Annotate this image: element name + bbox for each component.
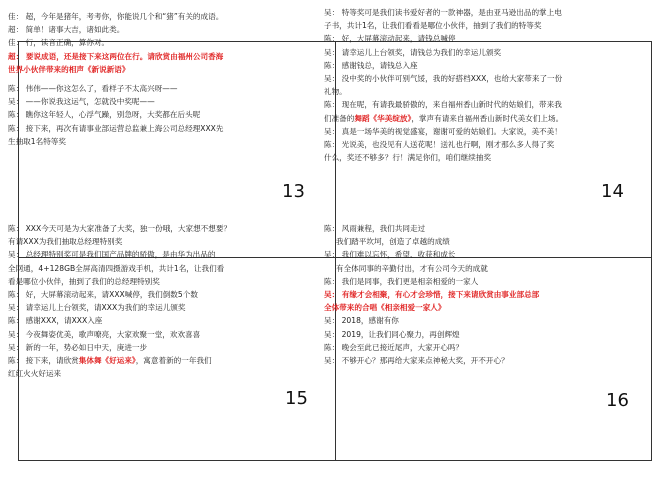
script-line: 什么，奖还不够多？行！满足你们，咱们继续抽奖 — [324, 153, 492, 163]
script-line: 吴： 我们难以忘怀，希望、收获和成长 — [324, 250, 456, 260]
line-text: ，寓意着新的一年我们 — [135, 356, 212, 366]
script-line: 吴： ——你说我这运气，怎就没中奖呢—— — [8, 97, 155, 107]
script-line: 吴： 总经理特别奖可是我们国产品牌的骄傲，是由华为出品的 — [8, 250, 216, 260]
line-text: ，掌声有请来自福州香山新时代美女们上场。 — [411, 113, 564, 123]
script-line: 吴： 请幸运儿上台领奖，请钱总为我们的幸运儿颁奖 — [324, 47, 502, 57]
script-line: 陈： 伟伟——你这怎么了，看样子不太高兴呀—— — [8, 84, 178, 94]
script-card-13 — [2, 10, 314, 213]
page-number-13: 13 — [282, 181, 305, 202]
script-line: 陈： 好，大屏幕滚动起来，请XXX喊停，我们倒数5个数 — [8, 290, 198, 300]
script-line: 吴： 新的一年，势必如日中天，庚进一步 — [8, 342, 148, 352]
script-line: 陈： 晚会至此已接近尾声，大家开心吗？ — [324, 342, 464, 352]
script-line: 我们踏平坎坷，创造了卓越的成绩 — [336, 237, 450, 247]
page-number-14: 14 — [601, 181, 624, 202]
script-line: 礼物。 — [324, 87, 347, 97]
script-line: 有全体同事的辛勤付出，才有公司今天的成就 — [336, 263, 488, 273]
script-line: 陈： 光说美，也没见有人送花呢！送礼也行啊，刚才那么多人得了奖 — [324, 140, 555, 150]
script-line: 陈： 风雨兼程，我们共同走过 — [324, 224, 426, 233]
script-line: 全体带来的合唱《相亲相爱一家人》 — [324, 303, 446, 313]
page-number-16: 16 — [606, 390, 629, 411]
script-line: 超： 简单！诸事大吉，诸如此类。 — [8, 25, 125, 35]
script-line: 吴： 真是一场华美的视觉盛宴，谢谢可爱的姑娘们。大家说，美不美！ — [324, 126, 562, 136]
script-line: 看是哪位小伙伴，抽到了我们的总经理特别奖 — [8, 276, 160, 286]
script-line: 佳： 行，读音正确，算你对。 — [8, 38, 110, 48]
script-line: 陈： 感谢钱总，请钱总入座 — [324, 60, 418, 70]
script-line: 吴： 2018，感谢有你 — [324, 316, 399, 326]
highlight-text: 舞蹈《华美绽放》 — [354, 113, 412, 123]
script-line: 陈： 我们是同事，我们更是相亲相爱的一家人 — [324, 276, 479, 286]
script-line: 吴： 请幸运儿上台领奖，请XXX为我们的幸运儿颁奖 — [8, 303, 186, 313]
script-line — [324, 112, 626, 125]
script-line: 有请XXX为我们抽取总经理特别奖 — [8, 237, 123, 247]
script-line: 陈： 好，大屏幕滚动起来，请钱总喊停 — [324, 34, 456, 44]
script-card-14 — [318, 6, 632, 213]
page-number-15: 15 — [285, 388, 308, 409]
line-text: 们准备的 — [324, 113, 355, 123]
script-line — [8, 354, 308, 367]
script-line: 吴： 不够开心？那再给大家来点神秘大奖，开不开心？ — [324, 356, 509, 366]
script-line: 生抽取1名特等奖 — [8, 136, 66, 146]
script-line: 吴： 特等奖可是我们读书爱好者的一款神器，是由亚马逊出品的掌上电 — [324, 8, 562, 17]
script-line: 陈： 感谢XXX，请XXX入座 — [8, 316, 103, 326]
script-line: 陈： 瞧你这年轻人，心浮气躁，别急呀，大奖都在后头呢 — [8, 110, 201, 120]
script-line: 佳： 超，今年是猪年，考考你，你能说几个和“猪”有关的成语。 — [8, 12, 224, 21]
script-line: 世界小伙伴带来的相声《新说新语》 — [8, 64, 130, 74]
script-line: 陈： 现在呢，有请我最骄傲的，来自福州香山新时代的姑娘们，带来我 — [324, 100, 562, 110]
script-line: 吴： 2019，让我们同心聚力，再创辉煌 — [324, 329, 460, 339]
script-card-15 — [2, 222, 314, 418]
script-line: 陈： XXX今天可是为大家准备了大奖，独一份哦，大家想不想要？ — [8, 224, 232, 233]
script-line: 吴： 今夜舞姿优美，歌声嘹亮，大家欢聚一堂，欢欢喜喜 — [8, 329, 201, 339]
script-line: 吴： 有缘才会相聚，有心才会珍惜，接下来请欣赏由事业部总部 — [324, 290, 540, 300]
script-line: 子书，共计1名，让我们看看是哪位小伙伴，抽到了我们的特等奖 — [324, 21, 542, 31]
line-text: 陈： 接下来，请欣赏 — [8, 356, 79, 366]
highlight-text: 集体舞《好运来》 — [78, 356, 136, 366]
script-line: 红红火火好运来 — [8, 369, 62, 379]
script-line: 全网通，4+128GB全屏高清四摄游戏手机，共计1名，让我们看 — [8, 263, 225, 273]
script-line: 超： 要说成语，还是接下来这两位在行。请欣赏由福州公司香海 — [8, 51, 224, 61]
script-line: 吴： 没中奖的小伙伴可别气馁，我的好搭档XXX，也给大家带来了一份 — [324, 74, 563, 84]
script-card-16 — [318, 222, 632, 418]
script-line: 陈： 接下来，再次有请事业部运营总监兼上海公司总经理XXX先 — [8, 123, 224, 133]
